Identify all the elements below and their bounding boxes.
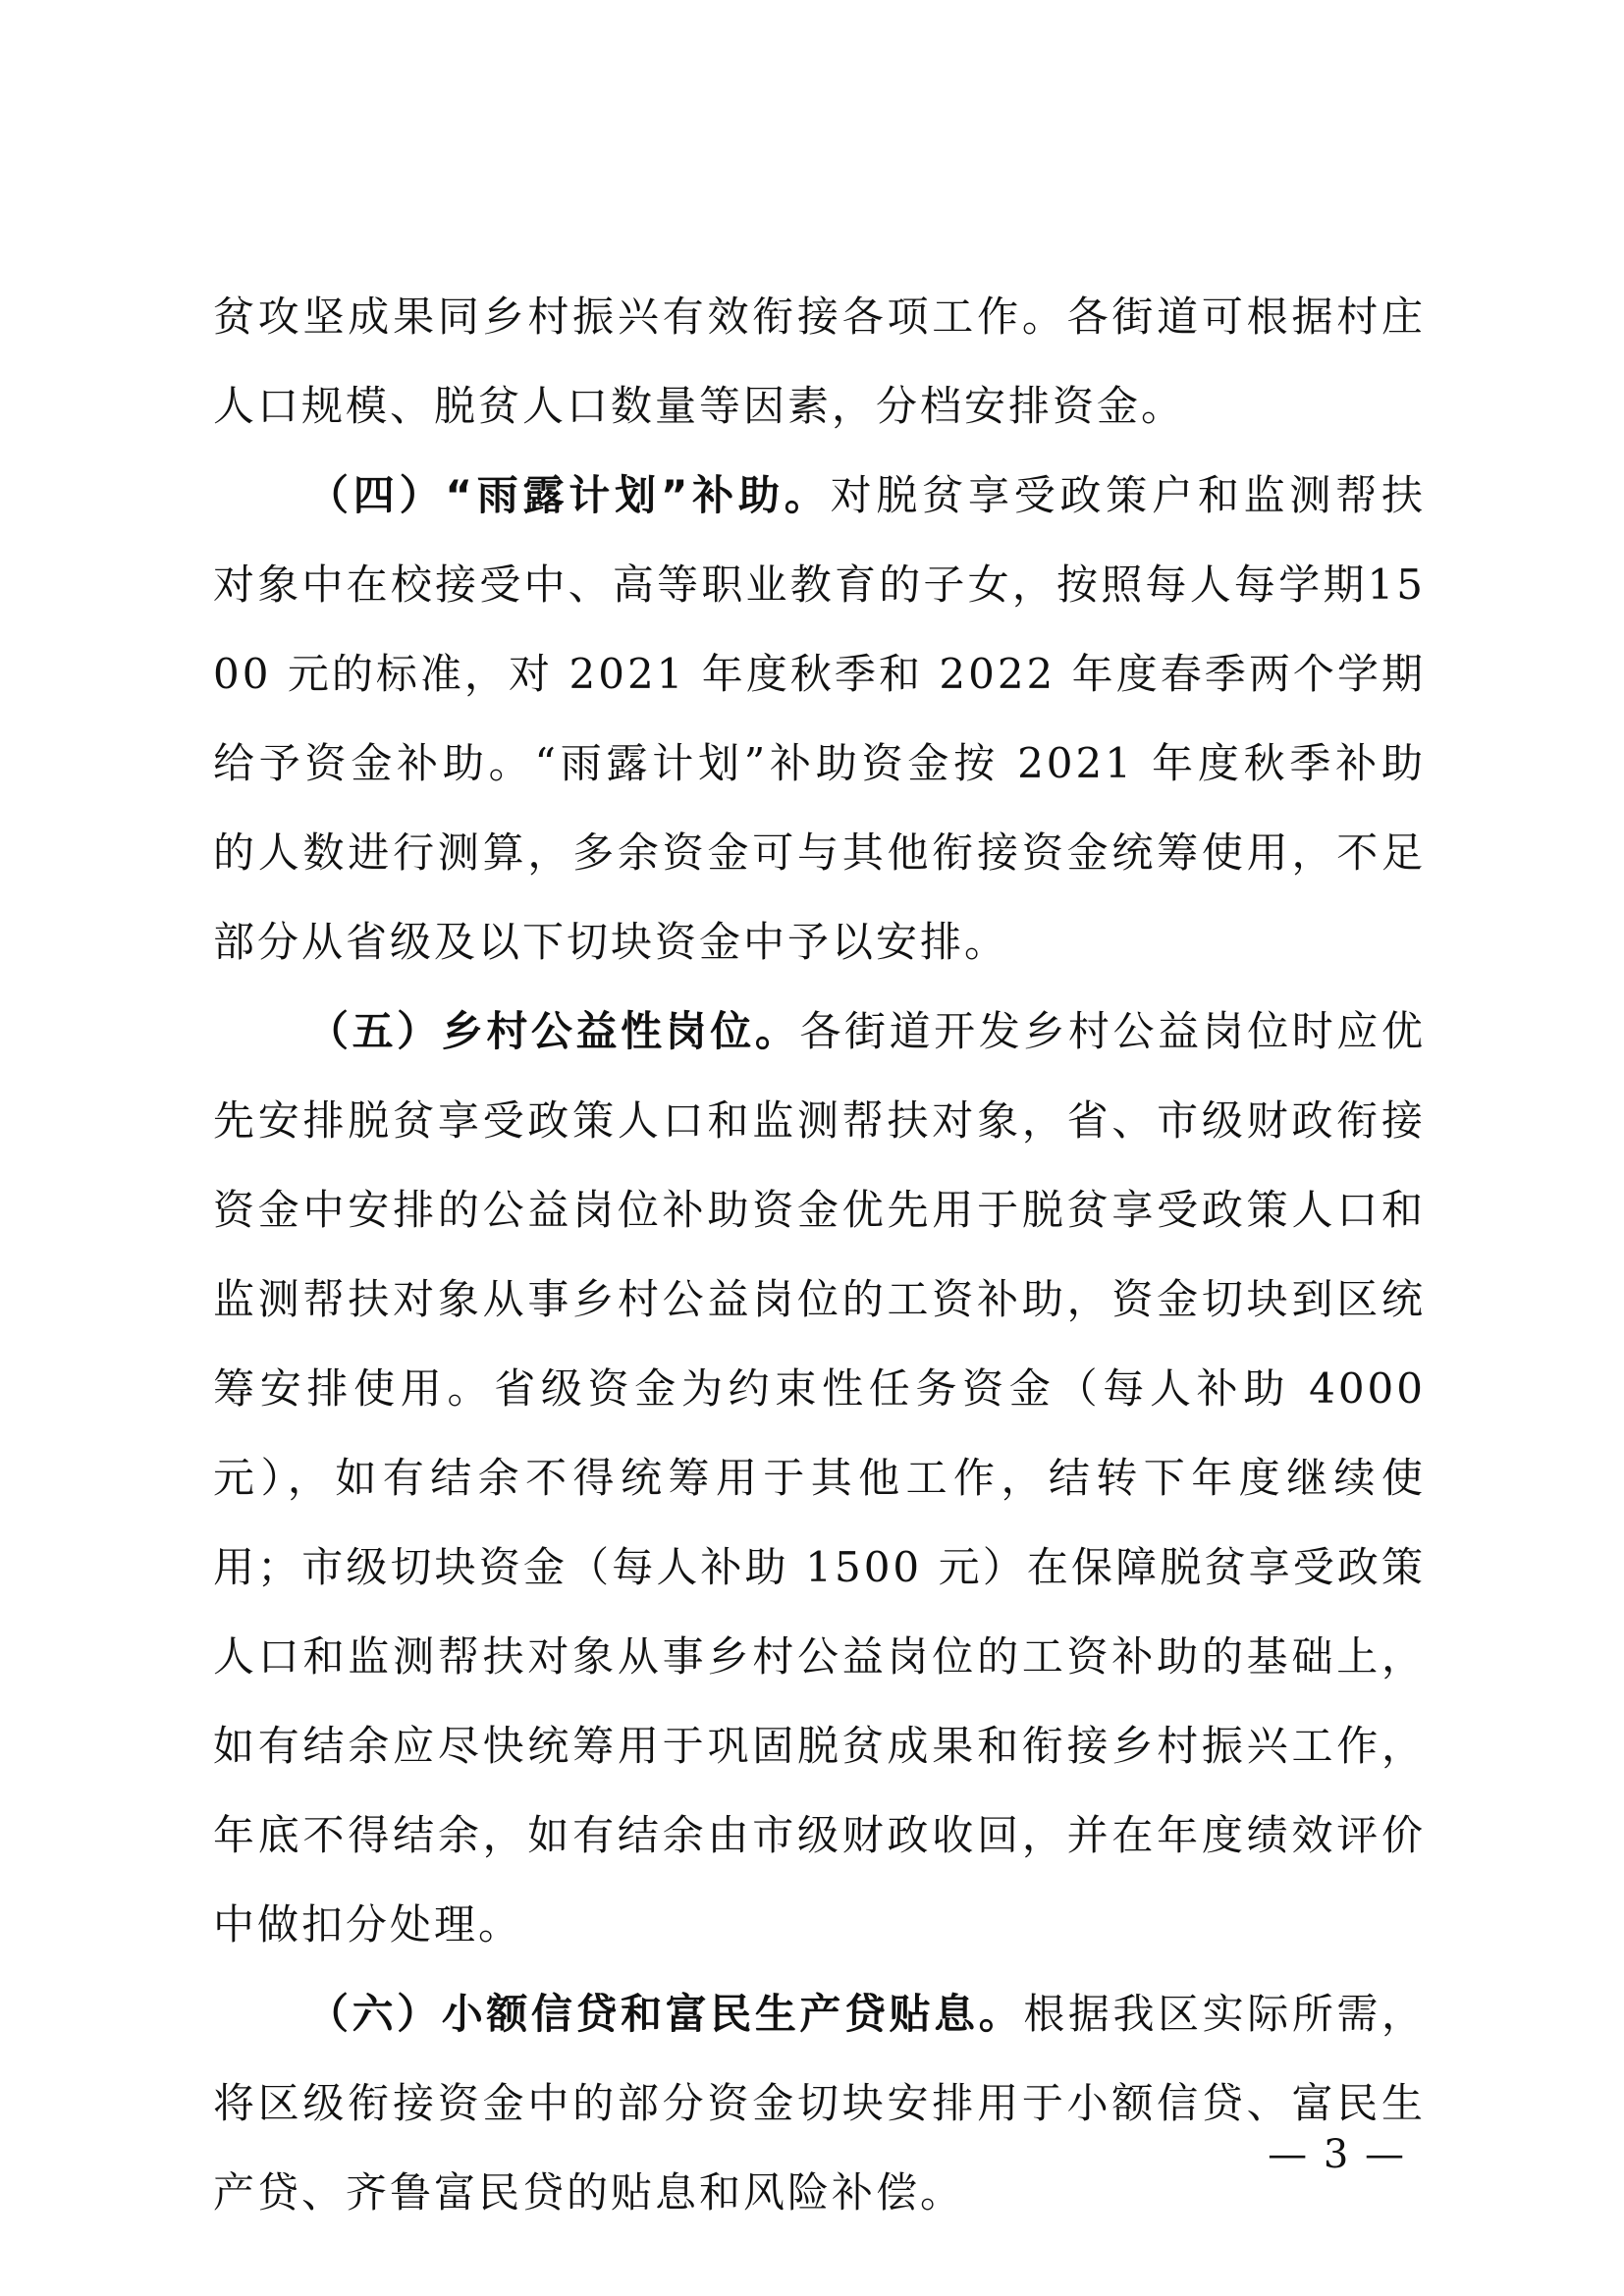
- section-heading-5: （五）乡村公益性岗位。: [307, 1007, 800, 1055]
- page-number: — 3 —: [1268, 2132, 1406, 2177]
- section-heading-4: （四）“雨露计划”补助。: [307, 471, 831, 519]
- paragraph-body: 各街道开发乡村公益岗位时应优先安排脱贫享受政策人口和监测帮扶对象，省、市级财政衔接资金中安排的公益岗位补助资金优先用于脱贫享受政策人口和监测帮扶对象从事乡村公益岗位的工资补助，资金切块到区统筹安排使用。省级资金为约束性任务资金（每人补助 4000 元），如有结余不得统筹用于其他工作，结转下年度继续使用；市级切块资金（每人补助 1500 元）在保障脱贫享受政策人口和监测帮扶对象从事乡村公益岗位的工资补助的基础上，如有结余应尽快统筹用于巩固脱贫成果和衔接乡村振兴工作，年底不得结余，如有结余由市级财政收回，并在年度绩效评价中做扣分处理。: [213, 1007, 1426, 1949]
- paragraph-continued: [213, 272, 1426, 451]
- paragraph-body: 根据我区实际所需，将区级衔接资金中的部分资金切块安排用于小额信贷、富民生产贷、齐鲁富民贷的贴息和风险补偿。: [213, 1990, 1426, 2216]
- paragraph-yulu-plan: [213, 451, 1426, 987]
- document-body: [213, 272, 1426, 2237]
- section-heading-6: （六）小额信贷和富民生产贷贴息。: [307, 1990, 1024, 2038]
- paragraph-public-welfare-posts: [213, 987, 1426, 1969]
- paragraph-body: 对脱贫享受政策户和监测帮扶对象中在校接受中、高等职业教育的子女，按照每人每学期1500 元的标准，对 2021 年度秋季和 2022 年度春季两个学期给予资金补助。“雨露计划”补助资金按 2021 年度秋季补助的人数进行测算，多余资金可与其他衔接资金统筹使用，不足部分从省级及以下切块资金中予以安排。: [213, 471, 1426, 966]
- paragraph-microcredit: [213, 1969, 1426, 2237]
- paragraph-body: 贫攻坚成果同乡村振兴有效衔接各项工作。各街道可根据村庄人口规模、脱贫人口数量等因素，分档安排资金。: [213, 293, 1426, 430]
